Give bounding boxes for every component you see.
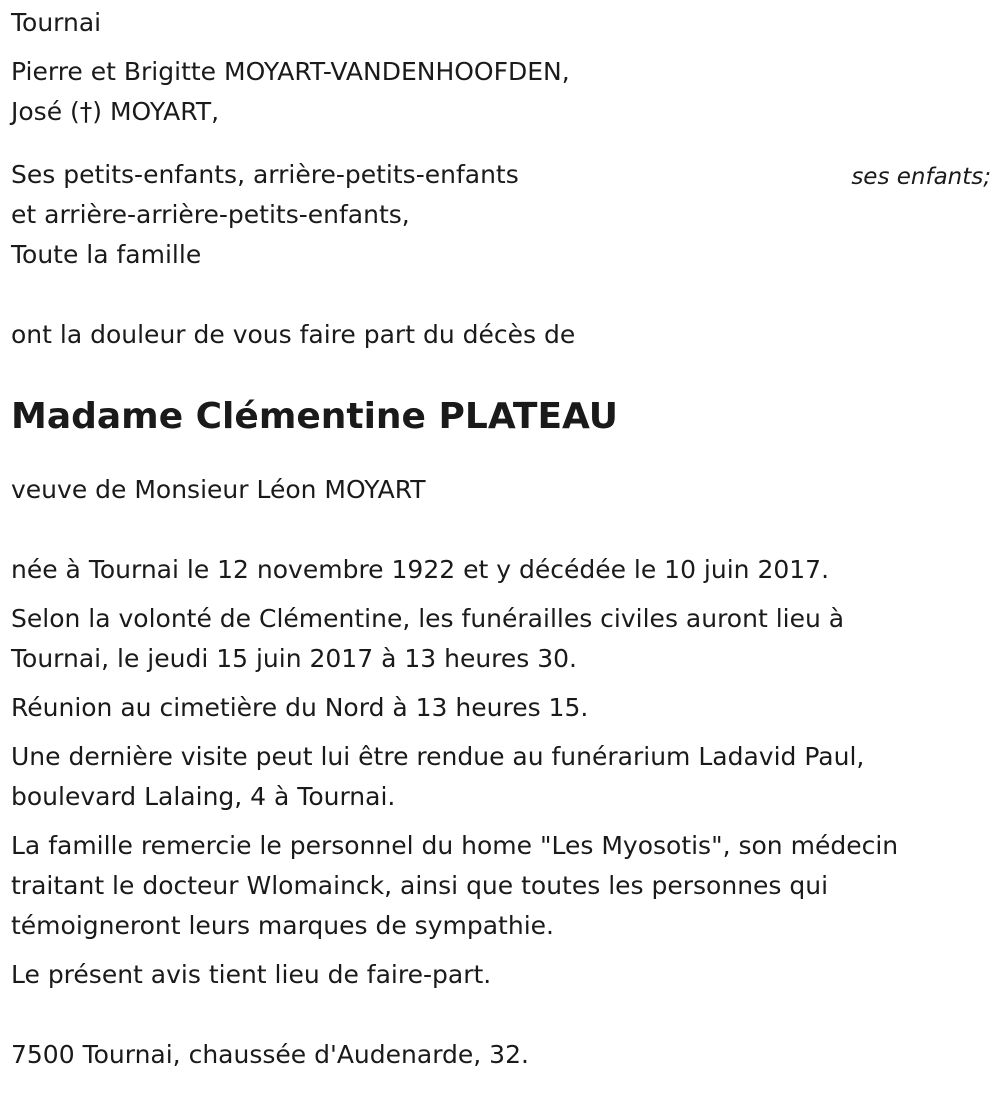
spacer — [11, 679, 991, 688]
spacer — [11, 817, 991, 826]
descendants-line-1: Ses petits-enfants, arrière-petits-enfants — [11, 160, 519, 189]
paragraph-line: Selon la volonté de Clémentine, les funérailles civiles auront lieu à — [11, 604, 845, 633]
paragraph-line: boulevard Lalaing, 4 à Tournai. — [11, 782, 396, 811]
death-notice — [11, 3, 991, 1075]
spacer — [11, 510, 991, 550]
paragraph-line: née à Tournai le 12 novembre 1922 et y décédée le 10 juin 2017. — [11, 555, 830, 584]
spacer — [11, 43, 991, 52]
spacer — [11, 995, 991, 1035]
children-line-1: Pierre et Brigitte MOYART-VANDENHOOFDEN, — [11, 57, 570, 86]
descendants-line-2: et arrière-arrière-petits-enfants, — [11, 200, 410, 229]
paragraph-birth-death — [11, 550, 991, 590]
descendants-line-3: Toute la famille — [11, 240, 202, 269]
spacer — [11, 442, 991, 470]
paragraph-funeral — [11, 599, 991, 679]
paragraph-line: Réunion au cimetière du Nord à 13 heures 15. — [11, 693, 589, 722]
location-heading: Tournai — [11, 8, 102, 37]
spacer — [11, 355, 991, 392]
paragraph-line: témoigneront leurs marques de sympathie. — [11, 911, 554, 940]
spacer — [11, 728, 991, 737]
paragraph-line: La famille remercie le personnel du home "Les Myosotis", son médecin — [11, 831, 899, 860]
paragraph-line: Une dernière visite peut lui être rendue au funérarium Ladavid Paul, — [11, 742, 865, 771]
children-label: ses enfants; — [851, 164, 991, 190]
paragraph-visit — [11, 737, 991, 817]
spacer — [11, 132, 991, 155]
paragraph-line: Tournai, le jeudi 15 juin 2017 à 13 heures 30. — [11, 644, 578, 673]
spacer — [11, 946, 991, 955]
children-line-2: José (†) MOYART, — [11, 97, 220, 126]
paragraph-notice — [11, 955, 991, 995]
address: 7500 Tournai, chaussée d'Audenarde, 32. — [11, 1040, 529, 1069]
paragraph-line: Le présent avis tient lieu de faire-part. — [11, 960, 492, 989]
deceased-name: Madame Clémentine PLATEAU — [11, 396, 619, 437]
paragraph-meeting — [11, 688, 991, 728]
announcement-text: ont la douleur de vous faire part du décès de — [11, 320, 576, 349]
paragraph-line: traitant le docteur Wlomainck, ainsi que toutes les personnes qui — [11, 871, 829, 900]
descendants-block — [11, 155, 991, 275]
spacer — [11, 275, 991, 315]
paragraph-thanks — [11, 826, 991, 946]
body-text — [11, 550, 991, 995]
spouse-line: veuve de Monsieur Léon MOYART — [11, 475, 426, 504]
spacer — [11, 590, 991, 599]
